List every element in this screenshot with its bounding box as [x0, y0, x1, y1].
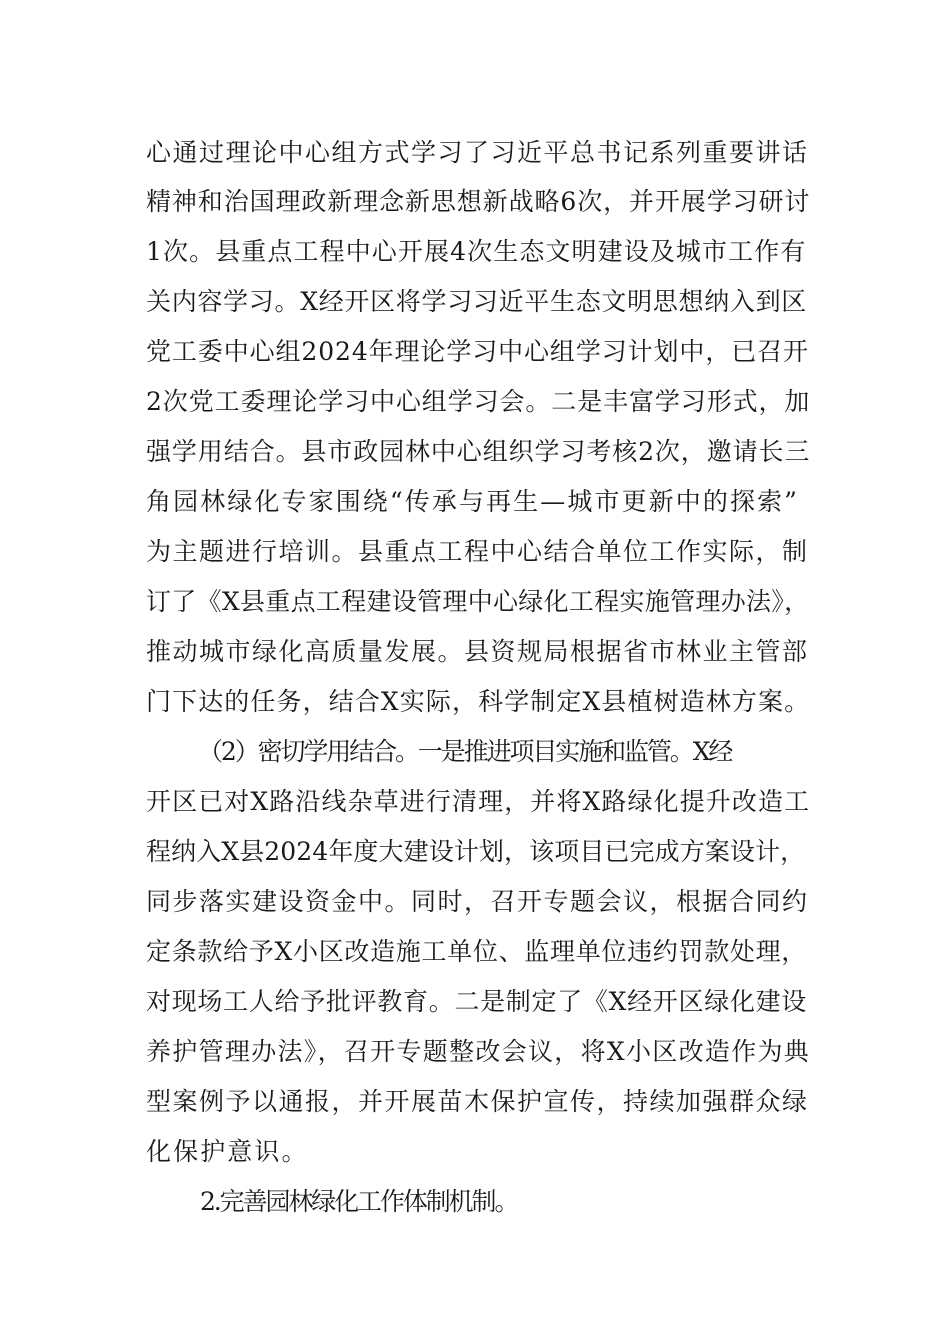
- text-line: 1次。县重点工程中心开展4次生态文明建设及城市工作有: [146, 237, 807, 266]
- text-line: 型案例予以通报，并开展苗木保护宣传，持续加强群众绿: [146, 1087, 809, 1116]
- text-line: 对现场工人给予批评教育。二是制定了《X经开区绿化建设: [146, 987, 808, 1016]
- text-line: 推动城市绿化高质量发展。县资规局根据省市林业主管部: [146, 637, 809, 666]
- text-line: 开区已对X路沿线杂草进行清理，并将X路绿化提升改造工: [146, 787, 811, 816]
- text-line: 2次党工委理论学习中心组学习会。二是丰富学习形式，加: [146, 387, 811, 416]
- text-line: 养护管理办法》，召开专题整改会议，将X小区改造作为典: [146, 1037, 811, 1066]
- text-line: 强学用结合。县市政园林中心组织学习考核2次，邀请长三: [146, 437, 811, 466]
- text-line: 角园林绿化专家围绕“传承与再生—城市更新中的探索”: [146, 487, 800, 516]
- text-line: 心通过理论中心组方式学习了习近平总书记系列重要讲话: [146, 138, 809, 167]
- text-line: 订了《X县重点工程建设管理中心绿化工程实施管理办法》，: [146, 587, 810, 616]
- text-line: 程纳入X县2024年度大建设计划，该项目已完成方案设计，: [146, 837, 806, 866]
- text-line: 党工委中心组2024年理论学习中心组学习计划中，已召开: [146, 337, 809, 366]
- text-line: 关内容学习。X经开区将学习习近平生态文明思想纳入到区: [146, 287, 808, 316]
- section-heading: 2.完善园林绿化工作体制机制。: [200, 1187, 518, 1216]
- text-line: 定条款给予X小区改造施工单位、监理单位违约罚款处理，: [146, 937, 808, 966]
- text-line: 门下达的任务，结合X实际，科学制定X县植树造林方案。: [146, 687, 811, 716]
- paragraph-first-line: （2）密切学用结合。一是推进项目实施和监管。X经: [198, 737, 732, 766]
- text-line: 同步落实建设资金中。同时，召开专题会议，根据合同约: [146, 887, 809, 916]
- text-line: 化保护意识。: [146, 1137, 309, 1166]
- text-line: 为主题进行培训。县重点工程中心结合单位工作实际，制: [146, 537, 809, 566]
- text-line: 精神和治国理政新理念新思想新战略6次，并开展学习研讨: [146, 187, 811, 216]
